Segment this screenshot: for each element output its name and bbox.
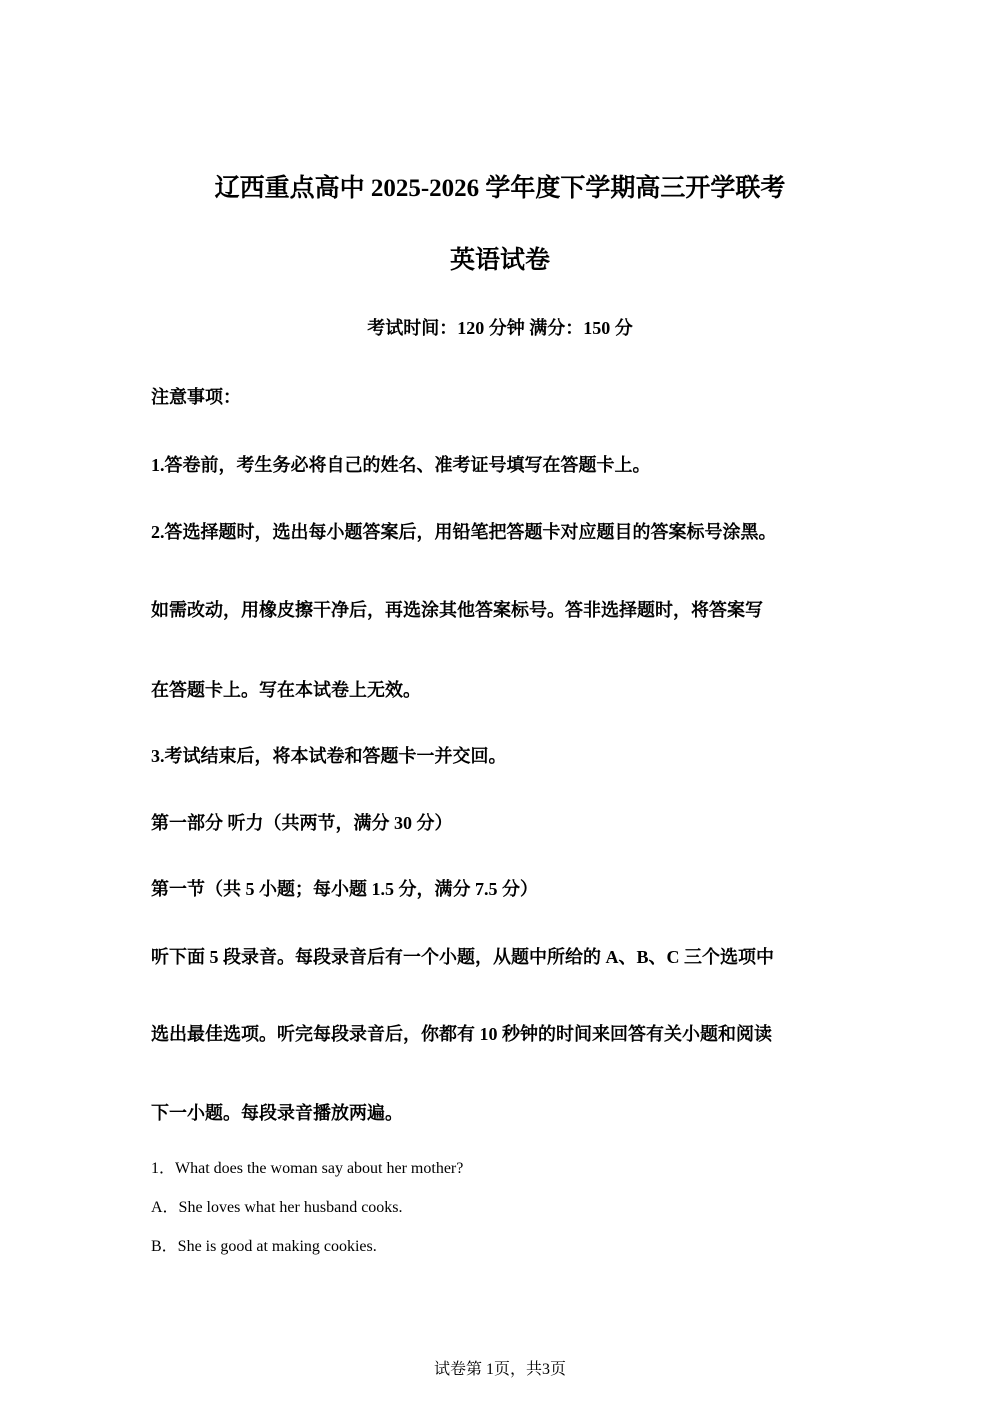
exam-subject: 英语试卷 bbox=[449, 247, 550, 274]
exam-meta: 考试时间：120 分钟 满分：150 分 bbox=[367, 318, 633, 338]
section1-heading: 第一节（共 5 小题；每小题 1.5 分，满分 7.5 分） bbox=[151, 879, 538, 899]
part1-heading: 第一部分 听力（共两节，满分 30 分） bbox=[151, 813, 453, 833]
question-stem: 1．What does the woman say about her mother? bbox=[151, 1160, 464, 1177]
notice-item: 在答题卡上。写在本试卷上无效。 bbox=[151, 680, 421, 700]
notice-item: 3.考试结束后，将本试卷和答题卡一并交回。 bbox=[151, 746, 507, 766]
option-b: B．She is good at making cookies. bbox=[151, 1238, 377, 1255]
notice-heading: 注意事项： bbox=[151, 387, 241, 407]
notice-item: 2.答选择题时，选出每小题答案后，用铅笔把答题卡对应题目的答案标号涂黑。 bbox=[151, 522, 777, 542]
instructions-line: 下一小题。每段录音播放两遍。 bbox=[151, 1103, 403, 1123]
exam-title: 辽西重点高中 2025-2026 学年度下学期高三开学联考 bbox=[214, 175, 786, 202]
option-a: A．She loves what her husband cooks. bbox=[151, 1199, 403, 1216]
notice-item: 如需改动，用橡皮擦干净后，再选涂其他答案标号。答非选择题时，将答案写 bbox=[151, 600, 763, 620]
notice-item: 1.答卷前，考生务必将自己的姓名、准考证号填写在答题卡上。 bbox=[151, 455, 651, 475]
page-footer: 试卷第 1页，共3页 bbox=[433, 1361, 566, 1378]
instructions-line: 听下面 5 段录音。每段录音后有一个小题，从题中所给的 A、B、C 三个选项中 bbox=[151, 947, 775, 967]
instructions-line: 选出最佳选项。听完每段录音后，你都有 10 秒钟的时间来回答有关小题和阅读 bbox=[151, 1024, 772, 1044]
